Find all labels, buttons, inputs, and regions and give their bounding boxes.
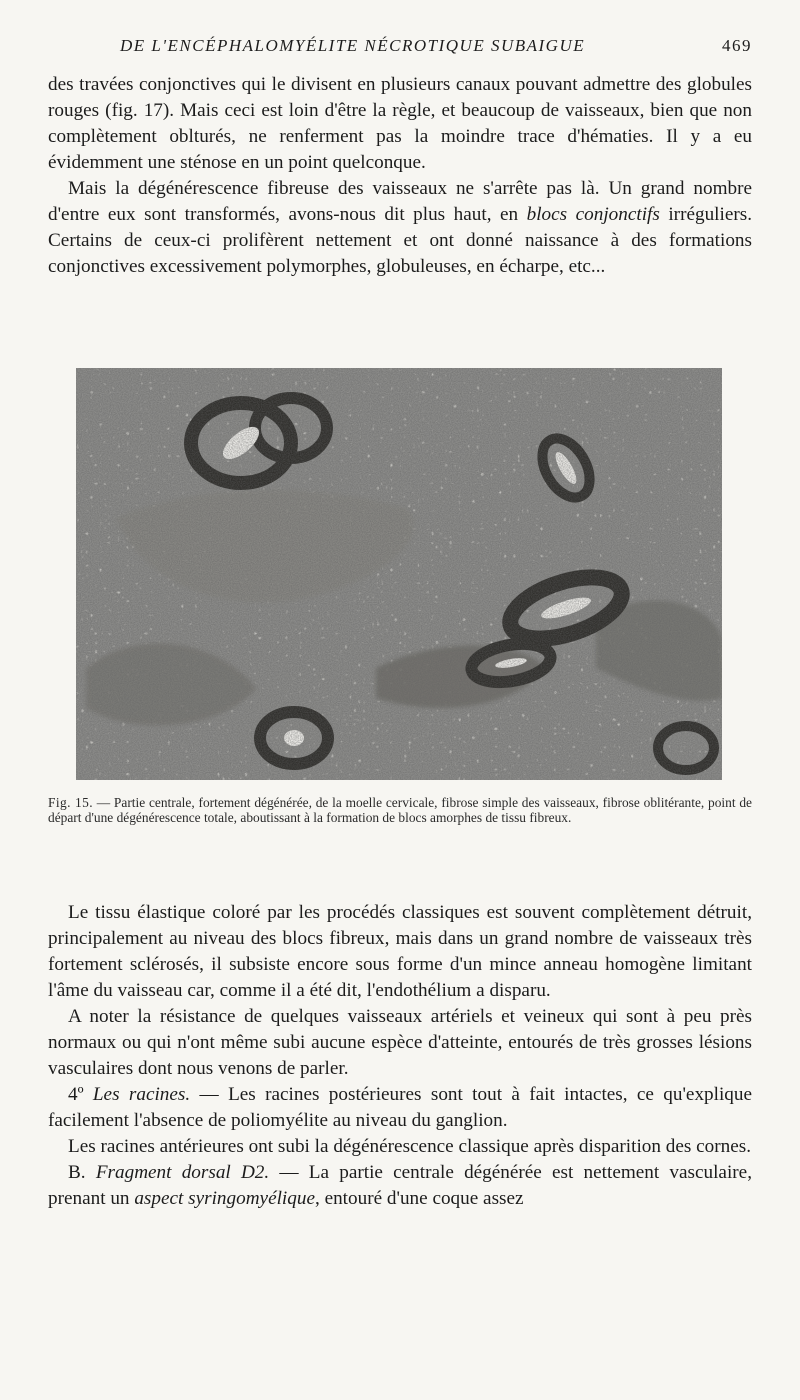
paragraph-fibrous-degeneration	[48, 176, 752, 280]
paragraph-text: Mais la dégénérescence fibreuse des vaisseaux ne s'arrête pas là. Un grand nombre d'entre eux sont transformés, avons-nous dit plus haut, en	[48, 178, 752, 225]
top-text	[48, 72, 752, 280]
paragraph-text: — La partie centrale dégénérée est nettement vasculaire, prenant un	[48, 1162, 752, 1209]
page-number: 469	[722, 36, 752, 55]
paragraph-anterior-roots: Les racines antérieures ont subi la dégénérescence classique après disparition des cornes.	[68, 1136, 752, 1157]
paragraph-roots	[48, 1082, 752, 1134]
paragraph-text: — Les racines postérieures sont tout à fait intactes, ce qu'explique facilement l'absence de poliomyélite au niveau du ganglion.	[48, 1084, 752, 1131]
paragraph-elastic-tissue: Le tissu élastique coloré par les procédés classiques est souvent complètement détruit, principalement au niveau des blocs fibreux, mais dans un grand nombre de vaisseaux très fortement sclérosés, il subsiste encore sous forme d'un mince anneau homogène limitant l'âme du vaisseau car, comme il a été dit, l'endothélium a disparu.	[48, 902, 752, 1001]
running-head	[48, 36, 752, 60]
paragraph-resistance: A noter la résistance de quelques vaisseaux artériels et veineux qui sont à peu près normaux ou qui n'ont même subi aucune espèce d'atteinte, entourés de très grosses lésions vasculaires dont nous venons de parler.	[48, 1006, 752, 1079]
paragraph-emphasis: blocs conjonctifs	[526, 204, 660, 225]
figure-label: Fig. 15.	[48, 795, 93, 810]
section-letter: B.	[68, 1162, 96, 1183]
paragraph-dorsal-fragment	[48, 1160, 752, 1212]
figure-micrograph	[76, 368, 722, 780]
section-heading: Fragment dorsal D2.	[95, 1162, 270, 1183]
paragraph-text: , entouré d'une coque assez	[314, 1188, 524, 1209]
figure-caption	[48, 795, 752, 825]
section-number: 4º	[68, 1084, 93, 1105]
caption-text: — Partie centrale, fortement dégénérée, de la moelle cervicale, fibrose simple des vaisseaux, fibrose oblitérante, point de départ d'une dégénérescence totale, aboutissant à la formation de blocs amorphes de tissu fibreux.	[48, 795, 752, 825]
micrograph-image	[76, 368, 722, 780]
paragraph-text: irréguliers. Certains de ceux-ci prolifèrent nettement et ont donné naissance à des formations conjonctives excessivement polymorphes, globuleuses, en écharpe, etc...	[48, 204, 752, 277]
paragraph-continued: des travées conjonctives qui le divisent en plusieurs canaux pouvant admettre des globules rouges (fig. 17). Mais ceci est loin d'être la règle, et beaucoup de vaisseaux, bien que non complètement oblturés, ne renferment pas la moindre trace d'hématies. Il y a eu évidemment une sténose en un point quelconque.	[48, 74, 752, 173]
section-heading: Les racines.	[92, 1084, 191, 1105]
paragraph-emphasis: aspect syringomyélique	[134, 1188, 315, 1209]
running-head-title: DE L'ENCÉPHALOMYÉLITE NÉCROTIQUE SUBAIGUE	[120, 36, 586, 55]
bottom-text	[48, 900, 752, 1212]
